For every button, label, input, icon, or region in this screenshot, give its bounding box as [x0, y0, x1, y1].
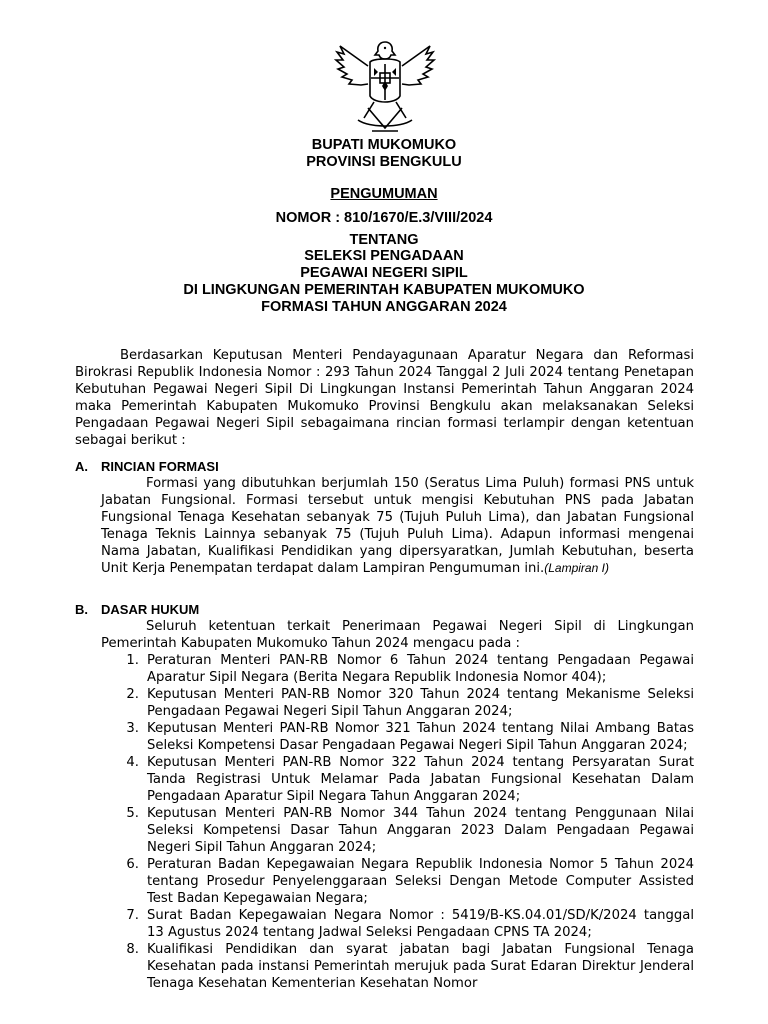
subject-line-3: DI LINGKUNGAN PEMERINTAH KABUPATEN MUKOMUKO	[183, 282, 585, 298]
header-province: PROVINSI BENGKULU	[306, 154, 462, 170]
subject-line-4: FORMASI TAHUN ANGGARAN 2024	[261, 299, 507, 315]
section-b-title: DASAR HUKUM	[101, 602, 200, 617]
list-item-text: Keputusan Menteri PAN-RB Nomor 322 Tahun 2024 tentang Persyaratan Surat Tanda Registrasi Untuk Melamar Pada Jabatan Fungsional Kesehatan Dalam Pengadaan Aparatur Sipil Negara Tahun Anggaran 2024;	[147, 755, 694, 804]
section-a-letter: A.	[75, 459, 88, 474]
section-a-heading	[75, 458, 694, 475]
section-b	[75, 601, 694, 992]
intro-paragraph-block	[75, 347, 694, 449]
header-tentang: TENTANG	[349, 232, 419, 248]
list-item	[101, 754, 694, 805]
section-b-paragraph: Seluruh ketentuan terkait Penerimaan Pegawai Negeri Sipil di Lingkungan Pemerintah Kabupaten Mukomuko Tahun 2024 mengacu pada :	[101, 619, 694, 651]
list-item-text: Peraturan Badan Kepegawaian Negara Republik Indonesia Nomor 5 Tahun 2024 tentang Prosedur Penyelenggaraan Seleksi Dengan Metode Computer Assisted Test Badan Kepegawaian Negara;	[147, 857, 694, 906]
document-title: PENGUMUMAN	[330, 186, 438, 202]
list-item	[101, 941, 694, 992]
legal-basis-list	[101, 652, 694, 992]
intro-paragraph: Berdasarkan Keputusan Menteri Pendayagunaan Aparatur Negara dan Reformasi Birokrasi Republik Indonesia Nomor : 293 Tahun 2024 Tanggal 2 Juli 2024 tentang Penetapan Kebutuhan Pegawai Negeri Sipil Di Lingkungan Instansi Pemerintah Tahun Anggaran 2024 maka Pemerintah Kabupaten Mukomuko Provinsi Bengkulu akan melaksanakan Seleksi Pengadaan Pegawai Negeri Sipil sebagaimana rincian formasi terlampir dengan ketentuan sebagai berikut :	[75, 348, 694, 448]
list-item-number: 2.	[126, 687, 139, 702]
subject-line-2: PEGAWAI NEGERI SIPIL	[300, 265, 468, 281]
list-item-text: Keputusan Menteri PAN-RB Nomor 344 Tahun 2024 tentang Penggunaan Nilai Seleksi Kompetensi Dasar Tahun Anggaran 2023 Dalam Pengadaan Pegawai Negeri Sipil Tahun Anggaran 2024;	[147, 806, 694, 855]
list-item-number: 3.	[126, 721, 139, 736]
subject-line-1: SELEKSI PENGADAAN	[304, 248, 464, 264]
list-item-text: Kualifikasi Pendidikan dan syarat jabatan bagi Jabatan Fungsional Tenaga Kesehatan pada instansi Pemerintah merujuk pada Surat Edaran Direktur Jenderal Tenaga Kesehatan Kementerian Kesehatan Nomor	[147, 942, 694, 991]
list-item-number: 5.	[126, 806, 139, 821]
list-item-number: 8.	[126, 942, 139, 957]
garuda-emblem-icon	[334, 36, 436, 136]
section-a-body	[101, 475, 694, 577]
section-b-heading	[75, 601, 694, 618]
list-item	[101, 856, 694, 907]
section-a-title: RINCIAN FORMASI	[101, 459, 219, 474]
section-b-letter: B.	[75, 602, 88, 617]
list-item-number: 1.	[126, 653, 139, 668]
list-item	[101, 907, 694, 941]
list-item-number: 7.	[126, 908, 139, 923]
list-item-text: Keputusan Menteri PAN-RB Nomor 320 Tahun 2024 tentang Mekanisme Seleksi Pengadaan Pegawai Negeri Sipil Tahun Anggaran 2024;	[147, 687, 694, 719]
list-item	[101, 652, 694, 686]
list-item-text: Keputusan Menteri PAN-RB Nomor 321 Tahun 2024 tentang Nilai Ambang Batas Seleksi Kompetensi Dasar Pengadaan Pegawai Negeri Sipil Tahun Anggaran 2024;	[147, 721, 694, 753]
list-item-number: 4.	[126, 755, 139, 770]
list-item	[101, 686, 694, 720]
section-b-body	[101, 618, 694, 992]
section-a	[75, 458, 694, 577]
list-item-text: Surat Badan Kepegawaian Negara Nomor : 5419/B-KS.04.01/SD/K/2024 tanggal 13 Agustus 2024 tentang Jadwal Seleksi Pengadaan CPNS TA 2024;	[147, 908, 694, 940]
list-item	[101, 720, 694, 754]
list-item	[101, 805, 694, 856]
header-regent: BUPATI MUKOMUKO	[311, 137, 457, 153]
section-a-text: Formasi yang dibutuhkan berjumlah 150 (Seratus Lima Puluh) formasi PNS untuk Jabatan Fungsional. Formasi tersebut untuk mengisi Kebutuhan PNS pada Jabatan Fungsional Tenaga Kesehatan sebanyak 75 (Tujuh Puluh Lima), dan Jabatan Fungsional Tenaga Teknis Lainnya sebanyak 75 (Tujuh Puluh Lima). Adapun informasi mengenai Nama Jabatan, Kualifikasi Pendidikan yang dipersyaratkan, Jumlah Kebutuhan, beserta Unit Kerja Penempatan terdapat dalam Lampiran Pengumuman ini.	[101, 476, 694, 576]
list-item-text: Peraturan Menteri PAN-RB Nomor 6 Tahun 2024 tentang Pengadaan Pegawai Aparatur Sipil Negara (Berita Negara Republik Indonesia Nomor 404);	[147, 653, 694, 685]
document-number: NOMOR : 810/1670/E.3/VIII/2024	[275, 210, 493, 226]
section-a-paragraph	[101, 475, 694, 577]
list-item-number: 6.	[126, 857, 139, 872]
section-a-note: (Lampiran I)	[544, 561, 609, 575]
